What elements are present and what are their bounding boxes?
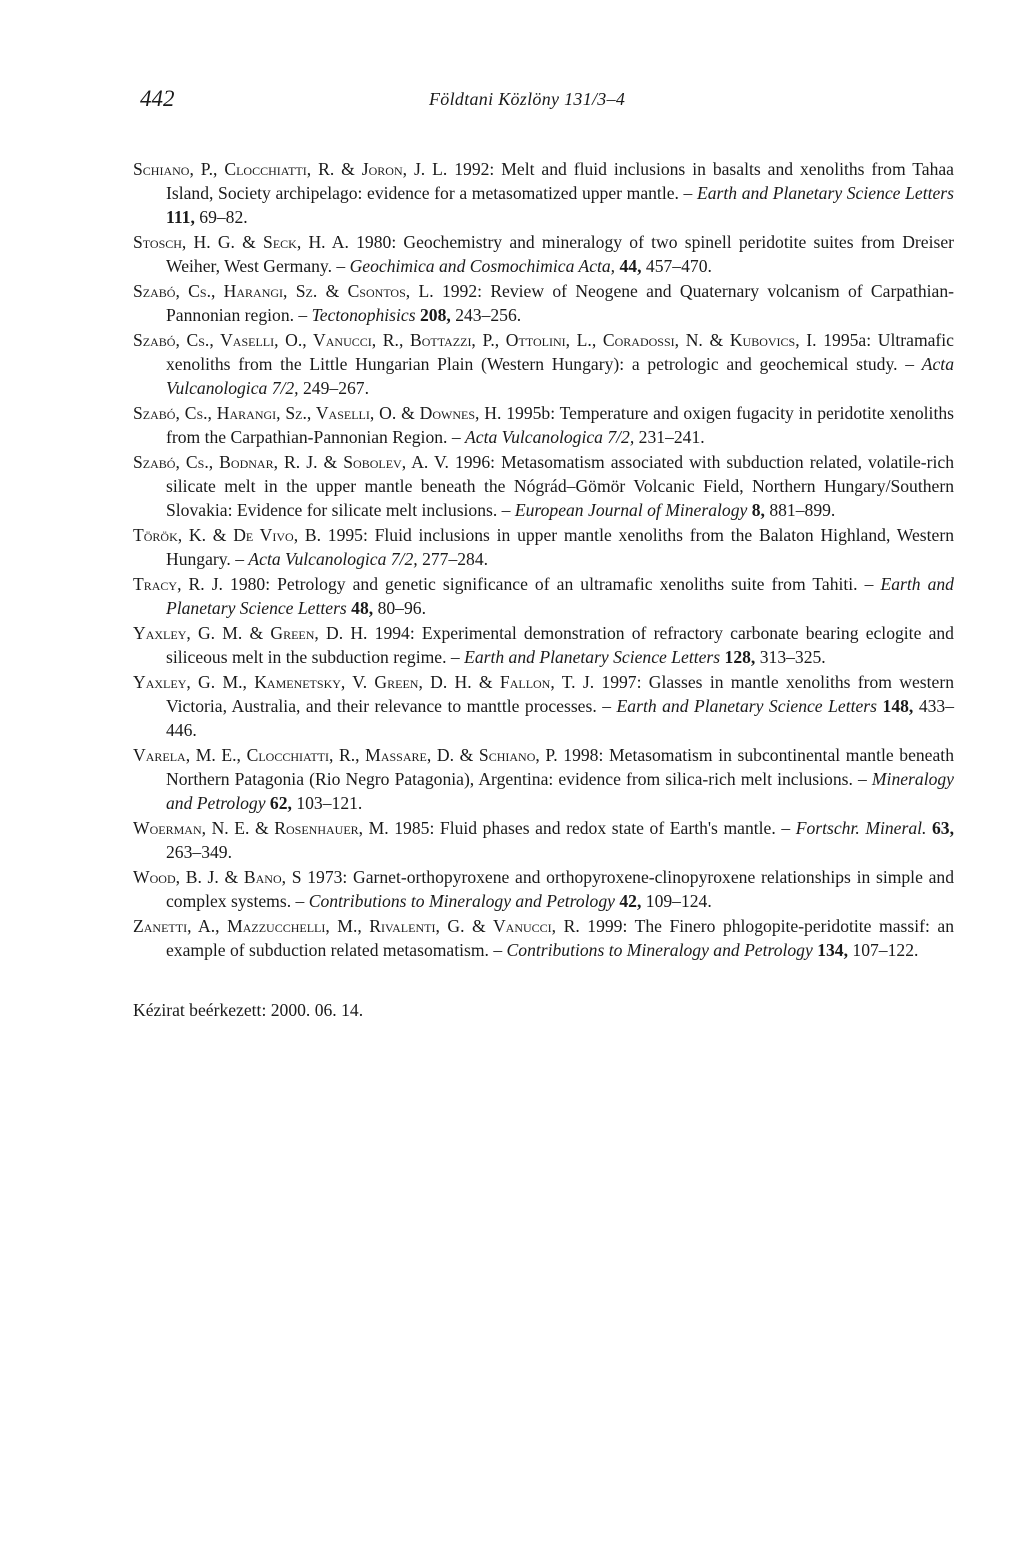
reference-volume: 63, [931, 818, 954, 838]
reference-entry: Szabó, Cs., Vaselli, O., Vanucci, R., Bottazzi, P., Ottolini, L., Coradossi, N. & Kubovics, I. 1995a: Ultramafic xenoliths from the Little Hungarian Plain (Western Hungary): a petrologic and geochemical study. – Acta Vulcanologica 7/2, 249–267. [133, 330, 954, 398]
reference-volume: 48, [351, 598, 374, 618]
reference-entry: Varela, M. E., Clocchiatti, R., Massare, D. & Schiano, P. 1998: Metasomatism in subcontinental mantle beneath Northern Patagonia (Rio Negro Patagonia), Argentina: evidence from silica-rich melt inclusions. – Mineralogy and Petrology 62, 103–121. [133, 745, 954, 813]
page-number: 442 [140, 86, 175, 111]
reference-volume: 44, [619, 256, 642, 276]
reference-authors: Woerman, N. E. & Rosenhauer, M. [133, 818, 389, 838]
reference-title: 1992: Review of Neogene and Quaternary volcanism of Carpathian-Pannonian region. [166, 281, 954, 325]
reference-pages: 80–96. [377, 598, 426, 618]
reference-journal: Acta Vulcanologica 7/2, [248, 549, 418, 569]
reference-journal: Earth and Planetary Science Letters [464, 647, 721, 667]
reference-authors: Szabó, Cs., Bodnar, R. J. & Sobolev, A. V. [133, 452, 449, 472]
reference-journal: Acta Vulcanologica 7/2, [465, 427, 635, 447]
reference-pages: 313–325. [759, 647, 826, 667]
reference-pages: 109–124. [645, 891, 712, 911]
reference-entry: Szabó, Cs., Harangi, Sz. & Csontos, L. 1992: Review of Neogene and Quaternary volcanism of Carpathian-Pannonian region. – Tectonophisics 208, 243–256. [133, 281, 954, 325]
page-header [0, 86, 1024, 116]
reference-entry: Tracy, R. J. 1980: Petrology and genetic significance of an ultramafic xenoliths suite from Tahiti. – Earth and Planetary Science Letters 48, 80–96. [133, 574, 954, 618]
reference-journal: Fortschr. Mineral. [795, 818, 927, 838]
reference-entry: Wood, B. J. & Bano, S 1973: Garnet-orthopyroxene and orthopyroxene-clinopyroxene relationships in simple and complex systems. – Contributions to Mineralogy and Petrology 42, 109–124. [133, 867, 954, 911]
reference-volume: 111, [166, 207, 195, 227]
reference-title: 1995: Fluid inclusions in upper mantle xenoliths from the Balaton Highland, Western Hungary. [166, 525, 954, 569]
reference-authors: Wood, B. J. & Bano, S [133, 867, 302, 887]
manuscript-received-date: Kézirat beérkezett: 2000. 06. 14. [133, 1000, 364, 1020]
reference-title: 1992: Melt and fluid inclusions in basalts and xenoliths from Tahaa Island, Society archipelago: evidence for a metasomatized upper mantle. [166, 159, 954, 203]
reference-pages: 249–267. [303, 378, 369, 398]
reference-journal: Tectonophisics [311, 305, 416, 325]
reference-journal: Contributions to Mineralogy and Petrology [308, 891, 615, 911]
reference-entry: Stosch, H. G. & Seck, H. A. 1980: Geochemistry and mineralogy of two spinell peridotite suites from Dreiser Weiher, West Germany. – Geochimica and Cosmochimica Acta, 44, 457–470. [133, 232, 954, 276]
reference-journal: Contributions to Mineralogy and Petrology [506, 940, 813, 960]
reference-journal: Earth and Planetary Science Letters [697, 183, 954, 203]
reference-pages: 107–122. [852, 940, 919, 960]
reference-authors: Szabó, Cs., Vaselli, O., Vanucci, R., Bottazzi, P., Ottolini, L., Coradossi, N. & Kubovics, I. [133, 330, 817, 350]
reference-entry: Woerman, N. E. & Rosenhauer, M. 1985: Fluid phases and redox state of Earth's mantle. – Fortschr. Mineral. 63, 263–349. [133, 818, 954, 862]
reference-entry: Török, K. & De Vivo, B. 1995: Fluid inclusions in upper mantle xenoliths from the Balaton Highland, Western Hungary. – Acta Vulcanologica 7/2, 277–284. [133, 525, 954, 569]
reference-volume: 208, [419, 305, 451, 325]
reference-title: 1994: Experimental demonstration of refractory carbonate bearing eclogite and siliceous melt in the subduction regime. [166, 623, 954, 667]
reference-title: 1999: The Finero phlogopite-peridotite massif: an example of subduction related metasomatism. [166, 916, 954, 960]
reference-volume: 42, [619, 891, 642, 911]
reference-authors: Varela, M. E., Clocchiatti, R., Massare, D. & Schiano, P. [133, 745, 558, 765]
reference-authors: Yaxley, G. M. & Green, D. H. [133, 623, 368, 643]
reference-authors: Szabó, Cs., Harangi, Sz. & Csontos, L. [133, 281, 434, 301]
reference-volume: 148, [882, 696, 914, 716]
reference-authors: Török, K. & De Vivo, B. [133, 525, 322, 545]
reference-authors: Schiano, P., Clocchiatti, R. & Joron, J. L. [133, 159, 448, 179]
journal-running-title: Földtani Közlöny 131/3–4 [429, 89, 626, 109]
reference-pages: 69–82. [199, 207, 248, 227]
reference-pages: 263–349. [166, 842, 232, 862]
reference-list [133, 157, 954, 963]
reference-pages: 457–470. [645, 256, 712, 276]
reference-title: 1973: Garnet-orthopyroxene and orthopyroxene-clinopyroxene relationships in simple and complex systems. [166, 867, 954, 911]
reference-title: 1997: Glasses in mantle xenoliths from western Victoria, Australia, and their relevance to manttle processes. [166, 672, 954, 716]
reference-journal: Earth and Planetary Science Letters [166, 574, 954, 618]
reference-pages: 243–256. [455, 305, 522, 325]
reference-pages: 103–121. [296, 793, 363, 813]
reference-entry: Yaxley, G. M. & Green, D. H. 1994: Experimental demonstration of refractory carbonate bearing eclogite and siliceous melt in the subduction regime. – Earth and Planetary Science Letters 128, 313–325. [133, 623, 954, 667]
reference-volume: 128, [724, 647, 756, 667]
reference-title: 1995a: Ultramafic xenoliths from the Little Hungarian Plain (Western Hungary): a petrologic and geochemical study. [166, 330, 954, 374]
reference-authors: Stosch, H. G. & Seck, H. A. [133, 232, 349, 252]
reference-pages: 881–899. [769, 500, 836, 520]
reference-volume: 134, [817, 940, 848, 960]
reference-entry: Yaxley, G. M., Kamenetsky, V. Green, D. H. & Fallon, T. J. 1997: Glasses in mantle xenoliths from western Victoria, Australia, and their relevance to manttle processes. – Earth and Planetary Science Letters 148, 433–446. [133, 672, 955, 740]
reference-entry: Szabó, Cs., Bodnar, R. J. & Sobolev, A. V. 1996: Metasomatism associated with subduction related, volatile-rich silicate melt in the upper mantle beneath the Nógrád–Gömör Volcanic Field, Northern Hungary/Southern Slovakia: Evidence for silicate melt inclusions. – European Journal of Mineralogy 8, 881–899. [133, 452, 954, 520]
reference-title: 1985: Fluid phases and redox state of Earth's mantle. [394, 818, 776, 838]
reference-journal: European Journal of Mineralogy [514, 500, 748, 520]
reference-journal: Geochimica and Cosmochimica Acta, [349, 256, 616, 276]
reference-authors: Zanetti, A., Mazzucchelli, M., Rivalenti, G. & Vanucci, R. [133, 916, 580, 936]
reference-pages: 277–284. [422, 549, 489, 569]
reference-pages: 231–241. [638, 427, 705, 447]
reference-title: 1980: Petrology and genetic significance of an ultramafic xenoliths suite from Tahiti. [230, 574, 858, 594]
reference-entry: Zanetti, A., Mazzucchelli, M., Rivalenti, G. & Vanucci, R. 1999: The Finero phlogopite-peridotite massif: an example of subduction related metasomatism. – Contributions to Mineralogy and Petrology 134, 107–122. [133, 916, 954, 960]
reference-volume: 62, [269, 793, 292, 813]
reference-entry: Szabó, Cs., Harangi, Sz., Vaselli, O. & Downes, H. 1995b: Temperature and oxigen fugacity in peridotite xenoliths from the Carpathian-Pannonian Region. – Acta Vulcanologica 7/2, 231–241. [133, 403, 954, 447]
reference-title: 1998: Metasomatism in subcontinental mantle beneath Northern Patagonia (Rio Negro Patagonia), Argentina: evidence from silica-rich melt inclusions. [166, 745, 954, 789]
reference-authors: Szabó, Cs., Harangi, Sz., Vaselli, O. & Downes, H. [133, 403, 502, 423]
reference-title: 1995b: Temperature and oxigen fugacity in peridotite xenoliths from the Carpathian-Pannonian Region. [166, 403, 954, 447]
reference-journal: Acta Vulcanologica 7/2, [166, 354, 954, 398]
reference-entry: Schiano, P., Clocchiatti, R. & Joron, J. L. 1992: Melt and fluid inclusions in basalts and xenoliths from Tahaa Island, Society archipelago: evidence for a metasomatized upper mantle. – Earth and Planetary Science Letters 111, 69–82. [133, 159, 954, 227]
reference-journal: Mineralogy and Petrology [166, 769, 954, 813]
reference-volume: 8, [751, 500, 765, 520]
reference-authors: Yaxley, G. M., Kamenetsky, V. Green, D. H. & Fallon, T. J. [133, 672, 595, 692]
reference-authors: Tracy, R. J. [133, 574, 223, 594]
reference-title: 1980: Geochemistry and mineralogy of two spinell peridotite suites from Dreiser Weiher, West Germany. [166, 232, 954, 276]
reference-journal: Earth and Planetary Science Letters [616, 696, 877, 716]
reference-title: 1996: Metasomatism associated with subduction related, volatile-rich silicate melt in the upper mantle beneath the Nógrád–Gömör Volcanic Field, Northern Hungary/Southern Slovakia: Evidence for silicate melt inclusions. [166, 452, 954, 520]
reference-pages: 433–446. [166, 696, 955, 740]
